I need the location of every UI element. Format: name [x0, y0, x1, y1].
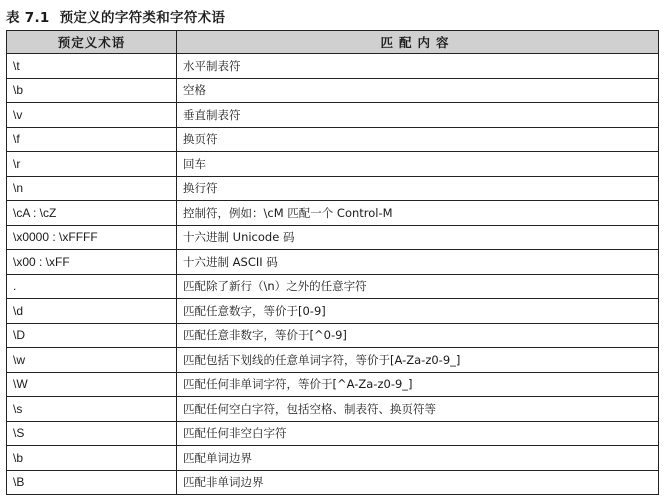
- match-cell: 控制符，例如：\cM 匹配一个 Control-M: [177, 201, 659, 226]
- term-cell: \n: [7, 176, 177, 201]
- table-body: [7, 54, 659, 495]
- match-cell: 垂直制表符: [177, 103, 659, 128]
- match-cell: 匹配包括下划线的任意单词字符，等价于[A-Za-z0-9_]: [177, 348, 659, 373]
- term-cell: \d: [7, 299, 177, 324]
- term-cell: \w: [7, 348, 177, 373]
- table-row: [7, 103, 659, 128]
- table-row: [7, 470, 659, 495]
- match-cell: 匹配任意数字，等价于[0-9]: [177, 299, 659, 324]
- term-cell: \b: [7, 446, 177, 471]
- table-header-row: [7, 31, 659, 54]
- match-cell: 回车: [177, 152, 659, 177]
- term-cell: \s: [7, 397, 177, 422]
- table-row: [7, 54, 659, 79]
- term-cell: \D: [7, 323, 177, 348]
- column-header-match: 匹配内容: [177, 31, 659, 54]
- term-cell: \x00 : \xFF: [7, 250, 177, 275]
- table-row: [7, 274, 659, 299]
- match-cell: 水平制表符: [177, 54, 659, 79]
- caption-title: 预定义的字符类和字符术语: [59, 10, 226, 26]
- table-row: [7, 397, 659, 422]
- match-cell: 换行符: [177, 176, 659, 201]
- table-row: [7, 446, 659, 471]
- match-cell: 匹配单词边界: [177, 446, 659, 471]
- table-row: [7, 372, 659, 397]
- term-cell: \f: [7, 127, 177, 152]
- match-cell: 匹配非单词边界: [177, 470, 659, 495]
- term-cell: \b: [7, 78, 177, 103]
- table-row: [7, 225, 659, 250]
- term-cell: \W: [7, 372, 177, 397]
- table-row: [7, 421, 659, 446]
- match-cell: 匹配除了新行（\n）之外的任意字符: [177, 274, 659, 299]
- term-cell: \t: [7, 54, 177, 79]
- table-row: [7, 152, 659, 177]
- table-row: [7, 299, 659, 324]
- character-class-table: [6, 30, 659, 495]
- term-cell: .: [7, 274, 177, 299]
- term-cell: \S: [7, 421, 177, 446]
- caption-number: 表 7.1: [6, 10, 50, 26]
- table-row: [7, 201, 659, 226]
- table-row: [7, 78, 659, 103]
- table-row: [7, 348, 659, 373]
- term-cell: \r: [7, 152, 177, 177]
- match-cell: 匹配任何空白字符，包括空格、制表符、换页符等: [177, 397, 659, 422]
- match-cell: 换页符: [177, 127, 659, 152]
- match-cell: 匹配任何非单词字符，等价于[^A-Za-z0-9_]: [177, 372, 659, 397]
- table-caption: [6, 6, 225, 26]
- column-header-term: 预定义术语: [7, 31, 177, 54]
- term-cell: \cA : \cZ: [7, 201, 177, 226]
- table-row: [7, 250, 659, 275]
- table-row: [7, 127, 659, 152]
- term-cell: \v: [7, 103, 177, 128]
- table-row: [7, 176, 659, 201]
- match-cell: 匹配任意非数字，等价于[^0-9]: [177, 323, 659, 348]
- term-cell: \B: [7, 470, 177, 495]
- match-cell: 十六进制 Unicode 码: [177, 225, 659, 250]
- match-cell: 空格: [177, 78, 659, 103]
- match-cell: 十六进制 ASCII 码: [177, 250, 659, 275]
- term-cell: \x0000 : \xFFFF: [7, 225, 177, 250]
- match-cell: 匹配任何非空白字符: [177, 421, 659, 446]
- table-row: [7, 323, 659, 348]
